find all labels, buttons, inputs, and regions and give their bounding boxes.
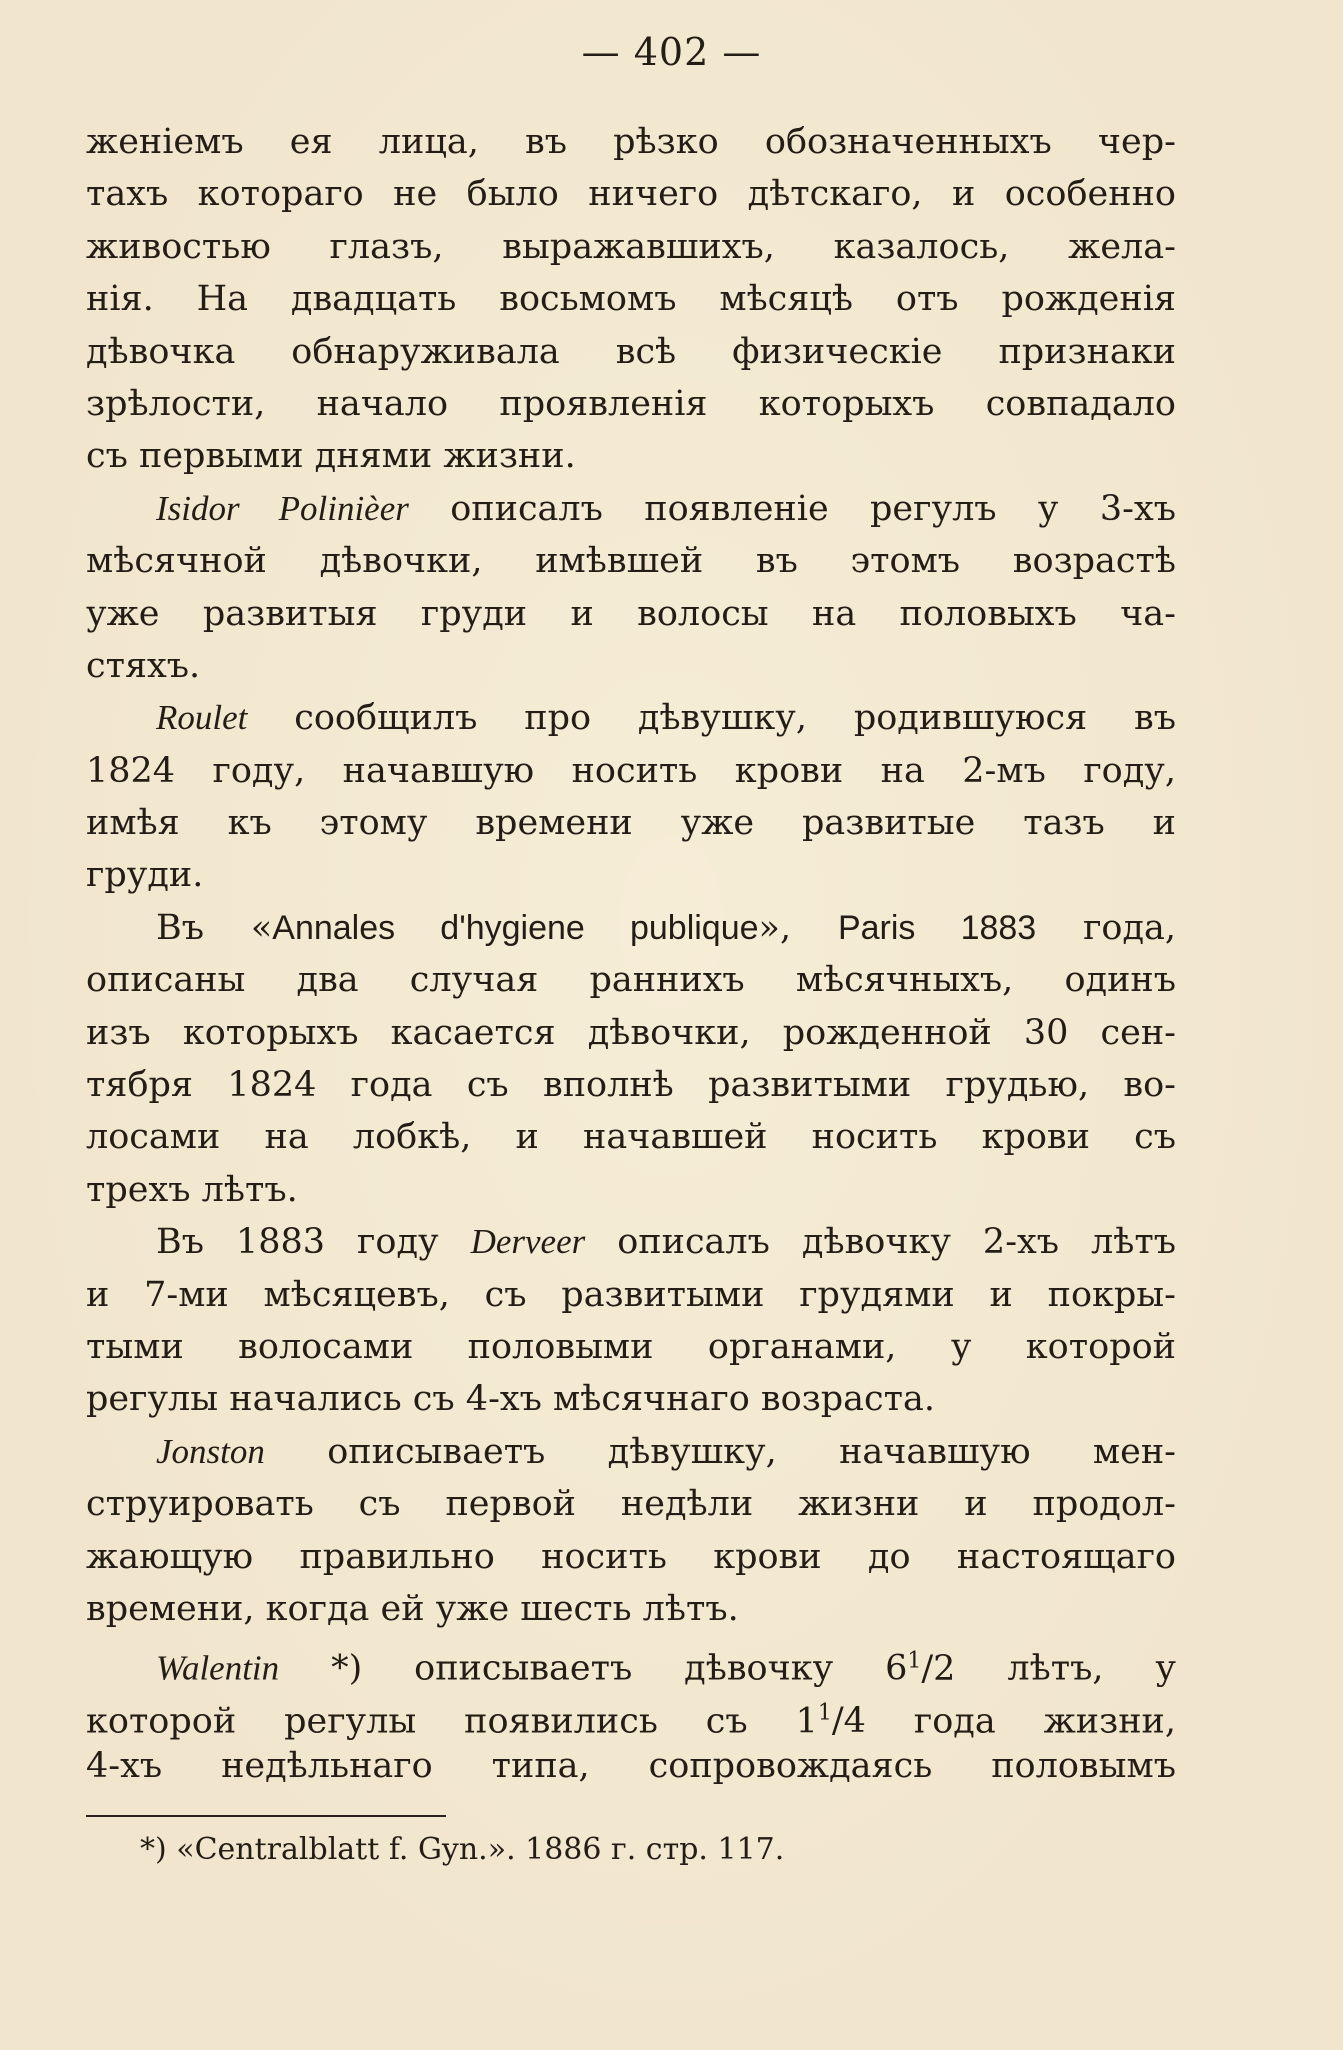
text-line: описаны два случая раннихъ мѣсячныхъ, одинъ: [86, 960, 1176, 1001]
text-line: [86, 1688, 1176, 1740]
text-line: тахъ котораго не было ничего дѣтскаго, и особенно: [86, 174, 1176, 215]
text-span: года жизни,: [865, 1701, 1176, 1742]
text-line: мѣсячной дѣвочки, имѣвшей въ этомъ возрастѣ: [86, 541, 1176, 582]
text-line: изъ которыхъ касается дѣвочки, рожденной 30 сен-: [86, 1012, 1176, 1053]
journal-title: Annales d'hygiene publique: [272, 908, 759, 947]
text-span: Въ «: [156, 907, 273, 948]
footnote: *) «Centralblatt f. Gyn.». 1886 г. стр. 117.: [140, 1832, 785, 1867]
fraction-numerator: 1: [907, 1648, 922, 1674]
text-span: Въ 1883 году: [156, 1222, 471, 1263]
paragraph-first-line: [86, 1635, 1176, 1687]
text-line: трехъ лѣтъ.: [86, 1169, 298, 1210]
text-span: года,: [1036, 907, 1177, 948]
text-line: имѣя къ этому времени уже развитые тазъ и: [86, 803, 1176, 844]
text-line: 1824 году, начавшую носить крови на 2-мъ году,: [86, 750, 1176, 791]
text-line: жающую правильно носить крови до настоящаго: [86, 1536, 1176, 1577]
text-line: и 7-ми мѣсяцевъ, съ развитыми грудями и покры-: [86, 1274, 1176, 1315]
text-line: съ первыми днями жизни.: [86, 436, 576, 477]
text-line: тября 1824 года съ вполнѣ развитыми грудью, во-: [86, 1065, 1176, 1106]
author-name: Derveer: [470, 1222, 586, 1262]
author-name: Roulet: [156, 698, 248, 738]
text-line: регулы начались съ 4-хъ мѣсячнаго возраста.: [86, 1379, 936, 1420]
text-span: лѣтъ, у: [955, 1648, 1176, 1689]
text-line: времени, когда ей уже шесть лѣтъ.: [86, 1588, 739, 1629]
text-span: сообщилъ про дѣвушку, родившуюся въ: [247, 698, 1176, 739]
page-number: — 402 —: [581, 30, 762, 74]
publication-place: Paris 1883: [837, 908, 1037, 947]
author-name: Isidor Polinièer: [156, 488, 409, 528]
paragraph-first-line: [86, 692, 1176, 744]
text-line: груди.: [86, 855, 204, 896]
text-line: лосами на лобкѣ, и начавшей носить крови съ: [86, 1117, 1176, 1158]
text-line: струировать съ первой недѣли жизни и продол-: [86, 1484, 1176, 1525]
text-span: которой регулы появились съ 1: [86, 1701, 818, 1742]
text-line: 4-хъ недѣльнаго типа, сопровождаясь половымъ: [86, 1746, 1176, 1787]
author-name: Jonston: [156, 1431, 265, 1471]
paragraph-first-line: [86, 902, 1176, 954]
fraction: [907, 1649, 955, 1689]
text-line: живостью глазъ, выражавшихъ, казалось, жела-: [86, 226, 1176, 267]
fraction-numerator: 1: [817, 1700, 832, 1726]
paragraph-first-line: [86, 1426, 1176, 1478]
fraction: [818, 1701, 866, 1741]
text-span: »,: [758, 907, 838, 948]
paragraph-first-line: [86, 483, 1176, 535]
footnote-divider: [86, 1815, 446, 1817]
text-line: зрѣлости, начало проявленія которыхъ совпадало: [86, 383, 1176, 424]
text-span: описалъ появленіе регулъ у 3-хъ: [408, 488, 1176, 529]
text-line: женіемъ ея лица, въ рѣзко обозначенныхъ чер-: [86, 122, 1176, 162]
text-line: нія. На двадцать восьмомъ мѣсяцѣ отъ рожденія: [86, 279, 1176, 320]
text-line: уже развитыя груди и волосы на половыхъ ча-: [86, 593, 1176, 634]
fraction-denominator: /2: [921, 1648, 956, 1689]
text-span: описываетъ дѣвушку, начавшую мен-: [264, 1431, 1176, 1472]
body-text: [86, 116, 1176, 1793]
fraction-denominator: /4: [831, 1701, 866, 1742]
author-name: Walentin: [156, 1648, 280, 1688]
text-span: описалъ дѣвочку 2-хъ лѣтъ: [585, 1222, 1176, 1263]
paragraph-first-line: [86, 1216, 1176, 1268]
text-line: стяхъ.: [86, 645, 201, 686]
text-line: дѣвочка обнаруживала всѣ физическіе признаки: [86, 331, 1176, 372]
text-line: тыми волосами половыми органами, у которой: [86, 1326, 1176, 1367]
text-span: *) описываетъ дѣвочку 6: [279, 1648, 908, 1689]
